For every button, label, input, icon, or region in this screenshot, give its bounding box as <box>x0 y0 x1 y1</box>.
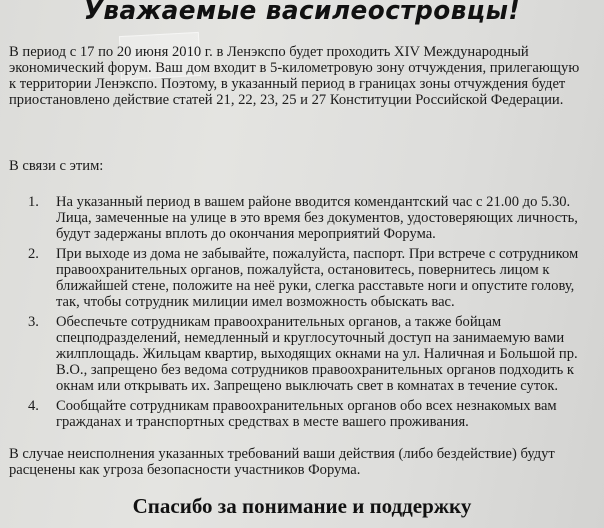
requirements-list <box>28 194 594 434</box>
list-item-number: 2. <box>28 246 39 262</box>
list-item-text: Сообщайте сотрудникам правоохранительных органов обо всех незнакомых вам гражданах и транспортных средствах в месте вашего проживания. <box>56 398 557 430</box>
intro-paragraph: В период с 17 по 20 июня 2010 г. в Ленэкспо будет проходить XIV Международный экономический форум. Ваш дом входит в 5-километровую зону отчуждения, прилегающую к территории Ленэкспо. Поэтому, в указанный период в границах зоны отчуждения будет приостановлено действие статей 21, 22, 23, 25 и 27 Конституции Российской Федерации. <box>9 44 580 108</box>
list-item <box>28 398 594 430</box>
list-item-number: 4. <box>28 398 39 414</box>
notice-title: Уважаемые василеостровцы! <box>83 0 521 26</box>
outro-paragraph: В случае неисполнения указанных требований ваши действия (либо бездействие) будут расценены как угроза безопасности участников Форума. <box>9 446 555 478</box>
list-item <box>28 314 594 394</box>
list-item-text: На указанный период в вашем районе вводится комендантский час с 21.00 до 5.30. Лица, замеченные на улице в это время без документов, удостоверяющих личность, будут задержаны вплоть до окончания мероприятий Форума. <box>56 194 578 242</box>
list-item-text: При выходе из дома не забывайте, пожалуйста, паспорт. При встрече с сотрудником правоохранительных органов, пожалуйста, остановитесь, повернитесь лицом к ближайшей стене, положите на неё руки, слегка расставьте ноги и опустите голову, так, чтобы сотрудник милиции имел возможность обыскать вас. <box>56 246 579 310</box>
thanks-line: Спасибо за понимание и поддержку <box>132 494 472 518</box>
connection-line: В связи с этим: <box>9 158 104 174</box>
list-item-number: 3. <box>28 314 39 330</box>
list-item <box>28 194 594 242</box>
list-item-number: 1. <box>28 194 39 210</box>
list-item <box>28 246 594 310</box>
list-item-text: Обеспечьте сотрудникам правоохранительных органов, а также бойцам спецподразделений, немедленный и круглосуточный доступ на занимаемую вами жилплощадь. Жильцам квартир, выходящих окнами на ул. Наличная и Большой пр. В.О., запрещено без ведома сотрудников правоохранительных органов подходить к окнам или открывать их. Запрещено выключать свет в комнатах в течение суток. <box>56 314 578 394</box>
